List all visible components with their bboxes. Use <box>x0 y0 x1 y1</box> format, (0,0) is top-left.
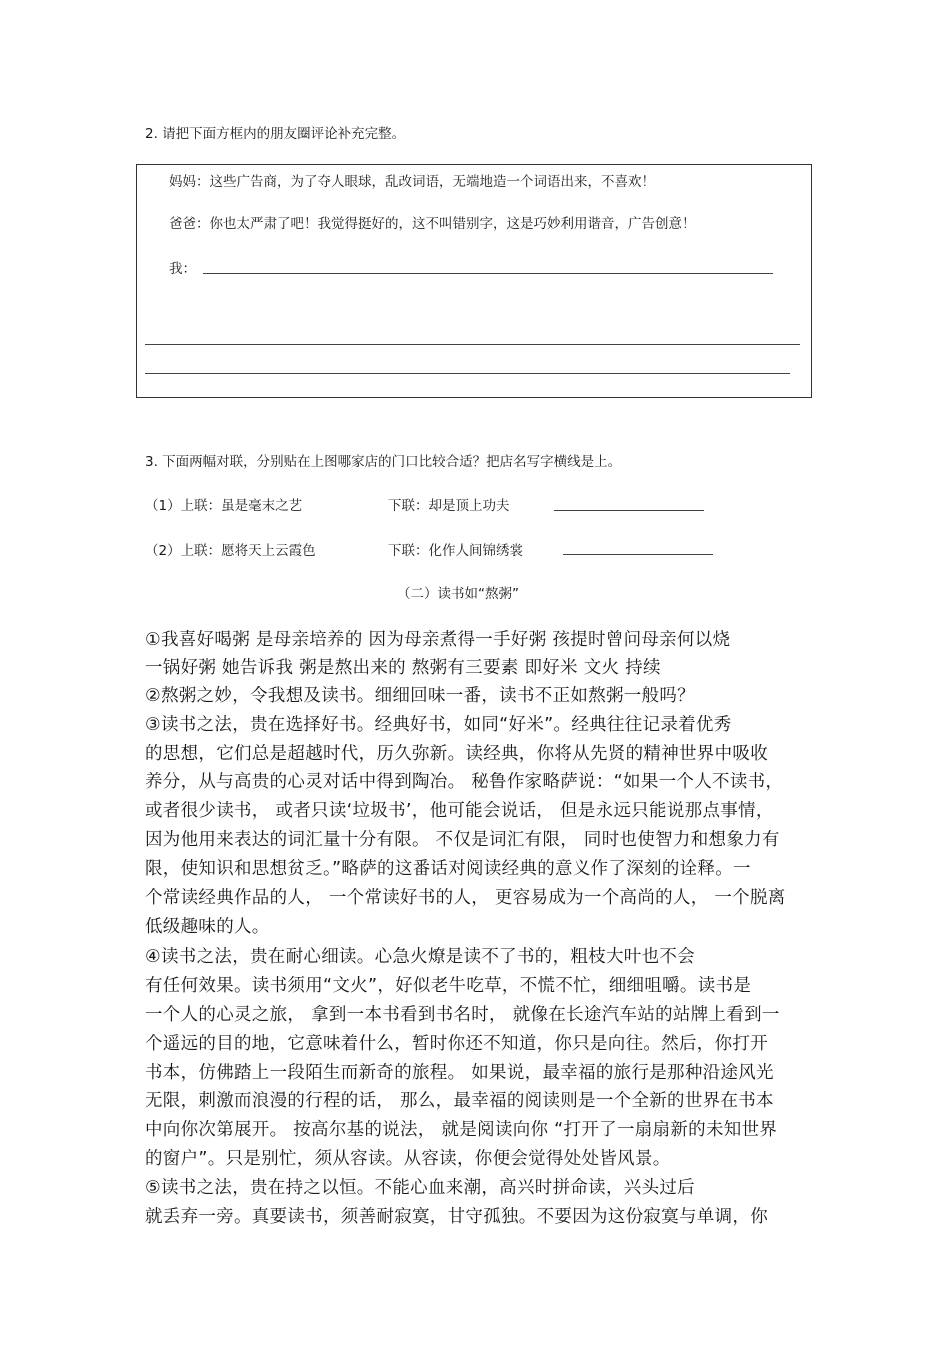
me-answer-line-1[interactable] <box>203 273 773 274</box>
article-line: 书本，仿佛踏上一段陌生而新奇的旅程。 如果说，最幸福的旅行是那种沿途风光 <box>145 1063 774 1083</box>
article-line: 的思想，它们总是超越时代，历久弥新。读经典，你将从先贤的精神世界中吸收 <box>145 744 768 764</box>
article-line: 养分，从与高贵的心灵对话中得到陶冶。 秘鲁作家略萨说：“如果一个人不读书， <box>145 772 784 792</box>
article-line: 有任何效果。读书须用“文火”，好似老牛吃草，不慌不忙，细细咀嚼。读书是 <box>145 976 752 996</box>
article-line: 低级趣味的人。 <box>145 917 270 937</box>
me-answer-line-2[interactable] <box>145 344 800 345</box>
article-line: 中向你次第展开。 按高尔基的说法， 就是阅读向你 “打开了一扇扇新的未知世界 <box>145 1120 778 1140</box>
article-line: 或者很少读书， 或者只读‘垃圾书’，他可能会说话， 但是永远只能说那点事情， <box>145 801 774 821</box>
couplet-1-upper: （1）上联：虽是毫末之艺 <box>145 498 303 514</box>
couplet-2-upper: （2）上联：愿将天上云霞色 <box>145 543 316 559</box>
article-line: 因为他用来表达的词汇量十分有限。 不仅是词汇有限， 同时也使智力和想象力有 <box>145 830 780 850</box>
article-line: 一锅好粥 她告诉我 粥是熬出来的 熬粥有三要素 即好米 文火 持续 <box>145 658 661 678</box>
article-line: 限，使知识和思想贫乏。”略萨的这番话对阅读经典的意义作了深刻的诠释。一 <box>145 859 751 879</box>
q3-title: 3. 下面两幅对联，分别贴在上图哪家店的门口比较合适？把店名写字横线是上。 <box>145 454 622 470</box>
article-line: 个遥远的目的地，它意味着什么，暂时你还不知道，你只是向往。然后，你打开 <box>145 1034 768 1054</box>
q2-title: 2. 请把下面方框内的朋友圈评论补充完整。 <box>145 126 406 142</box>
article-line: 的窗户”。只是别忙，须从容读。从容读，你便会觉得处处皆风景。 <box>145 1149 671 1169</box>
comment-box <box>136 164 812 398</box>
couplet-1-lower: 下联：却是顶上功夫 <box>388 498 510 514</box>
article-line: ④读书之法，贵在耐心细读。心急火燎是读不了书的，粗枝大叶也不会 <box>145 947 695 967</box>
couplet-2-answer-line[interactable] <box>563 554 713 555</box>
me-answer-line-3[interactable] <box>145 373 790 374</box>
article-line: 无限，刺激而浪漫的行程的话， 那么，最幸福的阅读则是一个全新的世界在书本 <box>145 1091 774 1111</box>
me-label: 我： <box>169 261 196 277</box>
section-title: （二）读书如“熬粥” <box>397 586 519 602</box>
mom-comment: 妈妈：这些广告商，为了夺人眼球，乱改词语，无端地造一个词语出来，不喜欢！ <box>169 174 655 190</box>
article-line: ①我喜好喝粥 是母亲培养的 因为母亲煮得一手好粥 孩提时曾问母亲何以烧 <box>145 630 731 650</box>
couplet-1-answer-line[interactable] <box>554 510 704 511</box>
article-line: 就丢弃一旁。真要读书，须善耐寂寞，甘守孤独。不要因为这份寂寞与单调，你 <box>145 1207 768 1227</box>
article-line: ⑤读书之法，贵在持之以恒。不能心血来潮，高兴时拼命读，兴头过后 <box>145 1178 695 1198</box>
article-line: ③读书之法，贵在选择好书。经典好书，如同“好米”。经典往往记录着优秀 <box>145 715 732 735</box>
article-line: 一个人的心灵之旅， 拿到一本书看到书名时， 就像在长途汽车站的站牌上看到一 <box>145 1005 780 1025</box>
couplet-2-lower: 下联：化作人间锦绣裳 <box>388 543 523 559</box>
dad-comment: 爸爸：你也太严肃了吧！我觉得挺好的，这不叫错别字，这是巧妙利用谐音，广告创意！ <box>169 216 696 232</box>
article-line: ②熬粥之妙，令我想及读书。细细回味一番，读书不正如熬粥一般吗？ <box>145 686 695 706</box>
article-line: 个常读经典作品的人， 一个常读好书的人， 更容易成为一个高尚的人， 一个脱离 <box>145 888 786 908</box>
